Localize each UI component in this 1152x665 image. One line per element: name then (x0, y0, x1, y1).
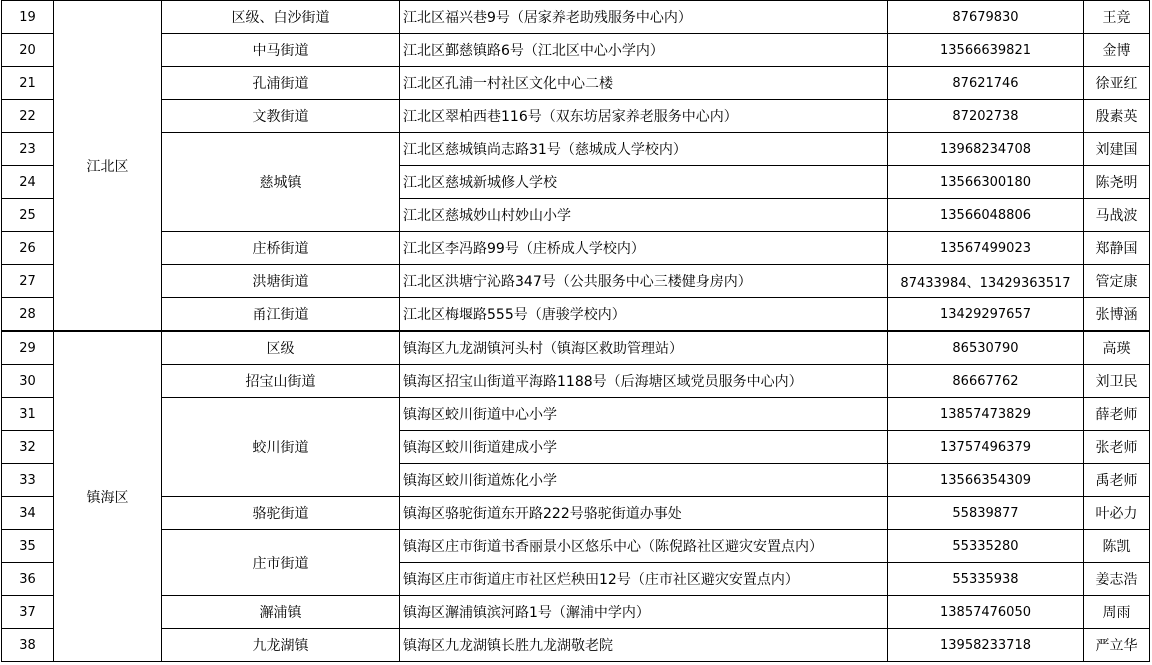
contact-person-cell: 郑静国 (1084, 232, 1150, 265)
table-row (2, 298, 1150, 332)
address-cell: 镇海区招宝山街道平海路1188号（后海塘区域党员服务中心内） (400, 365, 888, 398)
row-number: 28 (2, 298, 54, 332)
shelter-table (1, 0, 1150, 662)
street-cell: 甬江街道 (162, 298, 400, 332)
address-cell: 镇海区骆驼街道东开路222号骆驼街道办事处 (400, 497, 888, 530)
address-cell: 镇海区蛟川街道中心小学 (400, 398, 888, 431)
district-cell: 江北区 (54, 1, 162, 332)
address-cell: 江北区梅堰路555号（唐骏学校内） (400, 298, 888, 332)
address-cell: 江北区鄞慈镇路6号（江北区中心小学内） (400, 34, 888, 67)
street-cell: 文教街道 (162, 100, 400, 133)
address-cell: 江北区慈城妙山村妙山小学 (400, 199, 888, 232)
contact-person-cell: 王竞 (1084, 1, 1150, 34)
contact-person-cell: 徐亚红 (1084, 67, 1150, 100)
table-row (2, 331, 1150, 365)
contact-person-cell: 陈凯 (1084, 530, 1150, 563)
contact-person-cell: 金博 (1084, 34, 1150, 67)
address-cell: 镇海区九龙湖镇长胜九龙湖敬老院 (400, 629, 888, 662)
contact-person-cell: 禹老师 (1084, 464, 1150, 497)
row-number: 24 (2, 166, 54, 199)
contact-person-cell: 高瑛 (1084, 331, 1150, 365)
street-cell: 招宝山街道 (162, 365, 400, 398)
contact-person-cell: 叶必力 (1084, 497, 1150, 530)
street-cell: 九龙湖镇 (162, 629, 400, 662)
street-cell: 澥浦镇 (162, 596, 400, 629)
street-cell: 蛟川街道 (162, 398, 400, 497)
row-number: 20 (2, 34, 54, 67)
contact-person-cell: 陈尧明 (1084, 166, 1150, 199)
phone-cell: 13566048806 (888, 199, 1084, 232)
row-number: 30 (2, 365, 54, 398)
row-number: 19 (2, 1, 54, 34)
table-row (2, 1, 1150, 34)
address-cell: 镇海区蛟川街道炼化小学 (400, 464, 888, 497)
phone-cell: 13958233718 (888, 629, 1084, 662)
row-number: 25 (2, 199, 54, 232)
phone-cell: 87679830 (888, 1, 1084, 34)
phone-cell: 87202738 (888, 100, 1084, 133)
address-cell: 镇海区庄市街道书香丽景小区悠乐中心（陈倪路社区避灾安置点内） (400, 530, 888, 563)
table-row (2, 34, 1150, 67)
contact-person-cell: 刘卫民 (1084, 365, 1150, 398)
contact-person-cell: 刘建国 (1084, 133, 1150, 166)
contact-person-cell: 周雨 (1084, 596, 1150, 629)
address-cell: 江北区翠柏西巷116号（双东坊居家养老服务中心内） (400, 100, 888, 133)
street-cell: 庄市街道 (162, 530, 400, 596)
row-number: 22 (2, 100, 54, 133)
table-row (2, 67, 1150, 100)
row-number: 35 (2, 530, 54, 563)
street-cell: 孔浦街道 (162, 67, 400, 100)
contact-person-cell: 张博涵 (1084, 298, 1150, 332)
row-number: 21 (2, 67, 54, 100)
street-cell: 骆驼街道 (162, 497, 400, 530)
table-row (2, 100, 1150, 133)
address-cell: 江北区李冯路99号（庄桥成人学校内） (400, 232, 888, 265)
street-cell: 区级、白沙街道 (162, 1, 400, 34)
contact-person-cell: 张老师 (1084, 431, 1150, 464)
row-number: 27 (2, 265, 54, 298)
address-cell: 镇海区澥浦镇滨河路1号（澥浦中学内） (400, 596, 888, 629)
table-row (2, 629, 1150, 662)
address-cell: 江北区慈城新城修人学校 (400, 166, 888, 199)
phone-cell: 87433984、13429363517 (888, 265, 1084, 298)
phone-cell: 55335938 (888, 563, 1084, 596)
row-number: 33 (2, 464, 54, 497)
table-row (2, 596, 1150, 629)
table-row (2, 133, 1150, 166)
phone-cell: 13429297657 (888, 298, 1084, 332)
street-cell: 区级 (162, 331, 400, 365)
table-row (2, 265, 1150, 298)
phone-cell: 13566354309 (888, 464, 1084, 497)
address-cell: 江北区洪塘宁沁路347号（公共服务中心三楼健身房内） (400, 265, 888, 298)
phone-cell: 13566300180 (888, 166, 1084, 199)
address-cell: 江北区孔浦一村社区文化中心二楼 (400, 67, 888, 100)
phone-cell: 13566639821 (888, 34, 1084, 67)
contact-person-cell: 管定康 (1084, 265, 1150, 298)
contact-person-cell: 殷素英 (1084, 100, 1150, 133)
phone-cell: 13968234708 (888, 133, 1084, 166)
row-number: 36 (2, 563, 54, 596)
row-number: 38 (2, 629, 54, 662)
row-number: 26 (2, 232, 54, 265)
phone-cell: 55839877 (888, 497, 1084, 530)
row-number: 37 (2, 596, 54, 629)
phone-cell: 13757496379 (888, 431, 1084, 464)
address-cell: 镇海区九龙湖镇河头村（镇海区救助管理站） (400, 331, 888, 365)
address-cell: 江北区慈城镇尚志路31号（慈城成人学校内） (400, 133, 888, 166)
phone-cell: 55335280 (888, 530, 1084, 563)
contact-person-cell: 薛老师 (1084, 398, 1150, 431)
phone-cell: 87621746 (888, 67, 1084, 100)
row-number: 29 (2, 331, 54, 365)
contact-person-cell: 严立华 (1084, 629, 1150, 662)
row-number: 31 (2, 398, 54, 431)
phone-cell: 86667762 (888, 365, 1084, 398)
address-cell: 镇海区庄市街道庄市社区烂秧田12号（庄市社区避灾安置点内） (400, 563, 888, 596)
table-row (2, 365, 1150, 398)
contact-person-cell: 姜志浩 (1084, 563, 1150, 596)
phone-cell: 13857473829 (888, 398, 1084, 431)
row-number: 34 (2, 497, 54, 530)
table-row (2, 530, 1150, 563)
address-cell: 江北区福兴巷9号（居家养老助残服务中心内） (400, 1, 888, 34)
street-cell: 庄桥街道 (162, 232, 400, 265)
table-row (2, 398, 1150, 431)
table-row (2, 497, 1150, 530)
row-number: 23 (2, 133, 54, 166)
row-number: 32 (2, 431, 54, 464)
address-cell: 镇海区蛟川街道建成小学 (400, 431, 888, 464)
street-cell: 中马街道 (162, 34, 400, 67)
phone-cell: 13857476050 (888, 596, 1084, 629)
phone-cell: 13567499023 (888, 232, 1084, 265)
table-row (2, 232, 1150, 265)
district-cell: 镇海区 (54, 331, 162, 662)
table-body (2, 1, 1150, 662)
street-cell: 慈城镇 (162, 133, 400, 232)
street-cell: 洪塘街道 (162, 265, 400, 298)
phone-cell: 86530790 (888, 331, 1084, 365)
contact-person-cell: 马战波 (1084, 199, 1150, 232)
